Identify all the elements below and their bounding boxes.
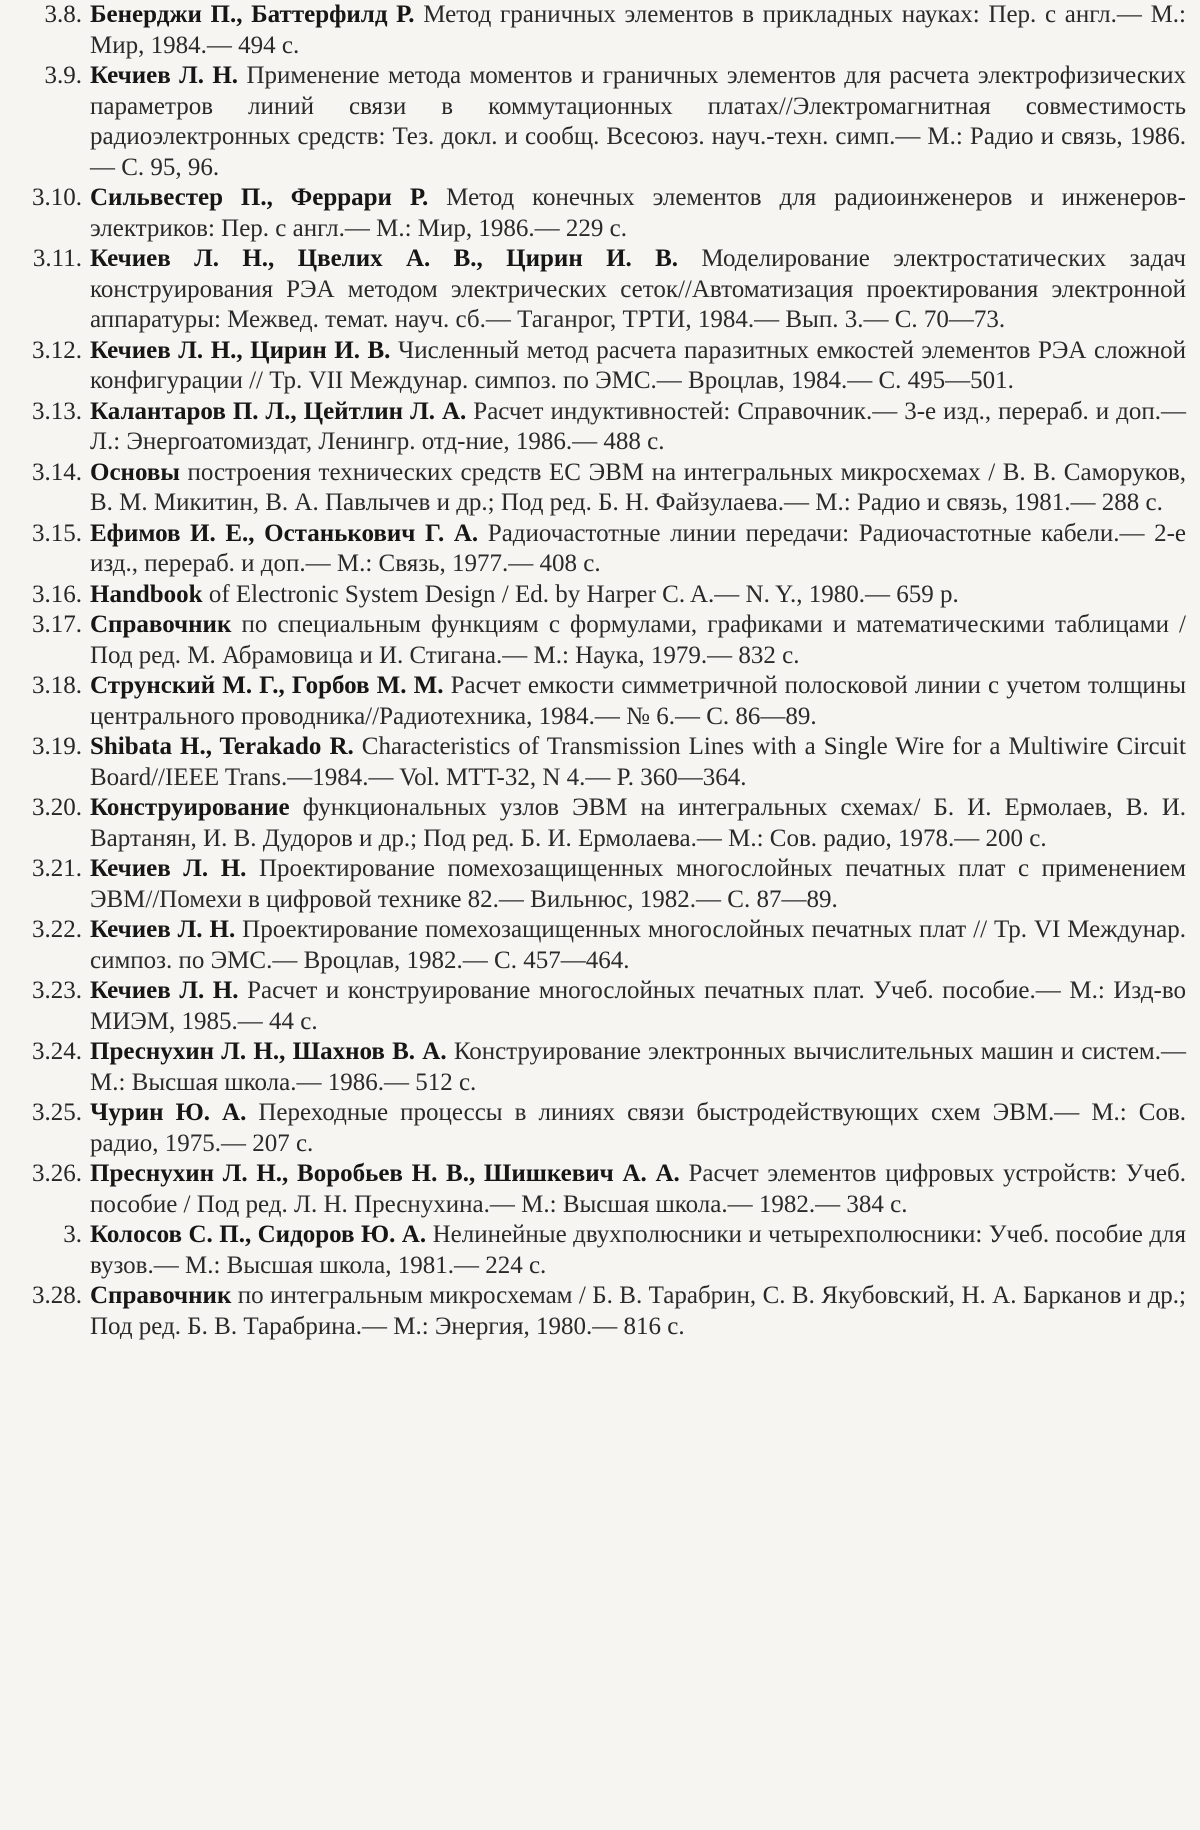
reference-text: Радиочастотные линии передачи: Радиочастотные кабели.— 2-е изд., перераб. и доп.— М.: Связь, 1977.— 408 с. bbox=[90, 519, 1186, 577]
reference-number: 3.15. bbox=[32, 519, 82, 547]
reference-authors: Справочник bbox=[90, 1282, 232, 1309]
reference-text: по специальным функциям с формулами, графиками и математическими таблицами / Под ред. М. Абрамовица и И. Стигана.— М.: Наука, 1979.— 832 с. bbox=[90, 611, 1187, 669]
reference-number: 3.22. bbox=[32, 916, 82, 943]
reference-number: 3.13. bbox=[32, 397, 82, 425]
reference-text: функциональных узлов ЭВМ на интегральных схемах/ Б. И. Ермолаев, В. И. Вартанян, И. В. Дудоров и др.; Под ред. Б. И. Ермолаева.— М.: Сов. радио, 1978.— 200 с. bbox=[90, 794, 1186, 852]
reference-body bbox=[90, 458, 1186, 519]
reference-text: Нелинейные двухполюсники и четырехполюсники: Учеб. пособие для вузов.— М.: Высшая школа, 1981.— 224 с. bbox=[90, 1221, 1186, 1279]
reference-authors: Конструирование bbox=[90, 794, 290, 821]
reference-authors: Кечиев Л. Н. bbox=[90, 62, 239, 89]
reference-number: 3.21. bbox=[32, 855, 82, 882]
reference-text: Численный метод расчета паразитных емкостей элементов РЭА сложной конфигурации // Тр. VII Междунар. симпоз. по ЭМС.— Вроцлав, 1984.— С. 495—501. bbox=[90, 336, 1186, 394]
reference-body bbox=[90, 915, 1186, 976]
reference-entry bbox=[6, 336, 1186, 397]
reference-authors: Ефимов И. Е., Останькович Г. А. bbox=[90, 519, 479, 547]
reference-body bbox=[90, 580, 1186, 611]
reference-body bbox=[90, 397, 1186, 458]
reference-number: 3.12. bbox=[32, 336, 82, 364]
reference-body bbox=[90, 1220, 1186, 1281]
reference-number: 3.17. bbox=[32, 611, 82, 638]
reference-text: по интегральным микросхемам / Б. В. Тарабрин, С. В. Якубовский, Н. А. Барканов и др.; Под ред. Б. В. Тарабрина.— М.: Энергия, 1980.— 816 с. bbox=[90, 1282, 1187, 1340]
reference-entry bbox=[6, 793, 1186, 854]
reference-body bbox=[90, 732, 1186, 793]
reference-body bbox=[90, 1159, 1186, 1220]
reference-text: Расчет индуктивностей: Справочник.— 3-е изд., перераб. и доп.— Л.: Энергоатомиздат, Ленингр. отд-ние, 1986.— 488 с. bbox=[90, 397, 1187, 455]
reference-body bbox=[90, 671, 1186, 732]
reference-authors: Чурин Ю. А. bbox=[90, 1099, 247, 1126]
reference-authors: Кечиев Л. Н., Цирин И. В. bbox=[90, 336, 391, 364]
reference-text: Метод конечных элементов для радиоинженеров и инженеров-электриков: Пер. с англ.— М.: Мир, 1986.— 229 с. bbox=[90, 184, 1186, 242]
reference-text: Characteristics of Transmission Lines with a Single Wire for a Multiwire Circuit Board//IEEE Trans.—1984.— Vol. MTT-32, N 4.— P. 360—364. bbox=[90, 733, 1186, 791]
reference-number: 3. bbox=[63, 1221, 82, 1248]
reference-entry bbox=[6, 580, 1186, 611]
reference-entry bbox=[6, 915, 1186, 976]
reference-authors: Калантаров П. Л., Цейтлин Л. А. bbox=[90, 397, 467, 425]
reference-body bbox=[90, 519, 1186, 580]
reference-authors: Колосов С. П., Сидоров Ю. А. bbox=[90, 1221, 427, 1248]
reference-body bbox=[90, 61, 1186, 183]
reference-number: 3.28. bbox=[32, 1282, 82, 1309]
reference-number: 3.8. bbox=[44, 1, 82, 28]
reference-entry bbox=[6, 0, 1186, 61]
reference-text: Моделирование электростатических задач конструирования РЭА методом электрических сеток//Автоматизация проектирования электронной аппаратуры: Межвед. темат. науч. сб.— Таганрог, ТРТИ, 1984.— Вып. 3.— С. 70—73. bbox=[90, 245, 1186, 333]
reference-number: 3.18. bbox=[32, 672, 82, 699]
reference-entry bbox=[6, 610, 1186, 671]
reference-number: 3.11. bbox=[32, 245, 82, 272]
reference-text: построения технических средств ЕС ЭВМ на интегральных микросхемах / В. В. Саморуков, В. М. Микитин, В. А. Павлычев и др.; Под ред. Б. Н. Файзулаева.— М.: Радио и связь, 1981.— 288 с. bbox=[90, 458, 1186, 516]
reference-number: 3.20. bbox=[32, 794, 82, 821]
reference-authors: Кечиев Л. Н. bbox=[90, 916, 236, 943]
reference-number: 3.24. bbox=[32, 1038, 82, 1065]
reference-entry bbox=[6, 1037, 1186, 1098]
reference-number: 3.14. bbox=[32, 458, 82, 486]
reference-body bbox=[90, 183, 1186, 244]
reference-body bbox=[90, 854, 1186, 915]
reference-number: 3.23. bbox=[32, 977, 82, 1004]
reference-entry bbox=[6, 1098, 1186, 1159]
reference-entry bbox=[6, 976, 1186, 1037]
reference-text: Проектирование помехозащищенных многослойных печатных плат // Тр. VI Междунар. симпоз. по ЭМС.— Вроцлав, 1982.— С. 457—464. bbox=[90, 916, 1186, 974]
reference-number: 3.16. bbox=[32, 580, 82, 608]
reference-number: 3.10. bbox=[32, 184, 82, 211]
reference-entry bbox=[6, 244, 1186, 336]
reference-body bbox=[90, 244, 1186, 336]
reference-entry bbox=[6, 519, 1186, 580]
reference-text: Расчет элементов цифровых устройств: Учеб. пособие / Под ред. Л. Н. Преснухина.— М.: Высшая школа.— 1982.— 384 с. bbox=[90, 1160, 1186, 1218]
reference-body bbox=[90, 1037, 1186, 1098]
reference-text: Применение метода моментов и граничных элементов для расчета электрофизических параметров линий связи в коммутационных платах//Электромагнитная совместимость радиоэлектронных средств: Тез. докл. и сообщ. Всесоюз. науч.-техн. симп.— М.: Радио и связь, 1986.— С. 95, 96. bbox=[90, 62, 1187, 181]
reference-entry bbox=[6, 1220, 1186, 1281]
reference-authors: Основы bbox=[90, 458, 180, 486]
reference-entry bbox=[6, 671, 1186, 732]
reference-authors: Сильвестер П., Феррари Р. bbox=[90, 184, 429, 211]
reference-authors: Преснухин Л. Н., Шахнов В. А. bbox=[90, 1038, 447, 1065]
reference-authors: Справочник bbox=[90, 611, 232, 638]
reference-authors: Струнский М. Г., Горбов М. М. bbox=[90, 672, 444, 699]
reference-number: 3.9. bbox=[44, 62, 82, 89]
reference-entry bbox=[6, 397, 1186, 458]
reference-text: Метод граничных элементов в прикладных науках: Пер. с англ.— М.: Мир, 1984.— 494 с. bbox=[90, 1, 1187, 59]
reference-body bbox=[90, 976, 1186, 1037]
reference-body bbox=[90, 610, 1186, 671]
reference-entry bbox=[6, 183, 1186, 244]
reference-authors: Handbook bbox=[90, 580, 203, 608]
reference-entry bbox=[6, 61, 1186, 183]
reference-entry bbox=[6, 458, 1186, 519]
reference-text: Расчет емкости симметричной полосковой линии с учетом толщины центрального проводника//Радиотехника, 1984.— № 6.— С. 86—89. bbox=[90, 672, 1186, 730]
reference-text: Переходные процессы в линиях связи быстродействующих схем ЭВМ.— М.: Сов. радио, 1975.— 207 с. bbox=[90, 1099, 1187, 1157]
reference-text: Расчет и конструирование многослойных печатных плат. Учеб. пособие.— М.: Изд-во МИЭМ, 1985.— 44 с. bbox=[90, 977, 1186, 1035]
reference-entry bbox=[6, 732, 1186, 793]
reference-body bbox=[90, 1098, 1186, 1159]
reference-authors: Кечиев Л. Н. bbox=[90, 855, 247, 882]
reference-number: 3.19. bbox=[32, 733, 82, 760]
reference-text: Конструирование электронных вычислительных машин и систем.— М.: Высшая школа.— 1986.— 512 с. bbox=[90, 1038, 1186, 1096]
reference-text: Проектирование помехозащищенных многослойных печатных плат с применением ЭВМ//Помехи в цифровой технике 82.— Вильнюс, 1982.— С. 87—89. bbox=[90, 855, 1186, 913]
reference-body bbox=[90, 1281, 1186, 1342]
reference-text: of Electronic System Design / Ed. by Harper C. A.— N. Y., 1980.— 659 p. bbox=[208, 580, 959, 608]
reference-number: 3.25. bbox=[32, 1099, 82, 1126]
reference-entry bbox=[6, 1159, 1186, 1220]
reference-entry bbox=[6, 854, 1186, 915]
reference-authors: Shibata H., Terakado R. bbox=[90, 733, 354, 760]
reference-authors: Кечиев Л. Н., Цвелих А. В., Цирин И. В. bbox=[90, 245, 679, 272]
reference-authors: Преснухин Л. Н., Воробьев Н. В., Шишкевич А. А. bbox=[90, 1160, 680, 1187]
reference-number: 3.26. bbox=[32, 1160, 82, 1187]
reference-body bbox=[90, 336, 1186, 397]
reference-body bbox=[90, 0, 1186, 61]
reference-authors: Бенерджи П., Баттерфилд Р. bbox=[90, 1, 415, 28]
reference-authors: Кечиев Л. Н. bbox=[90, 977, 239, 1004]
reference-body bbox=[90, 793, 1186, 854]
reference-entry bbox=[6, 1281, 1186, 1342]
